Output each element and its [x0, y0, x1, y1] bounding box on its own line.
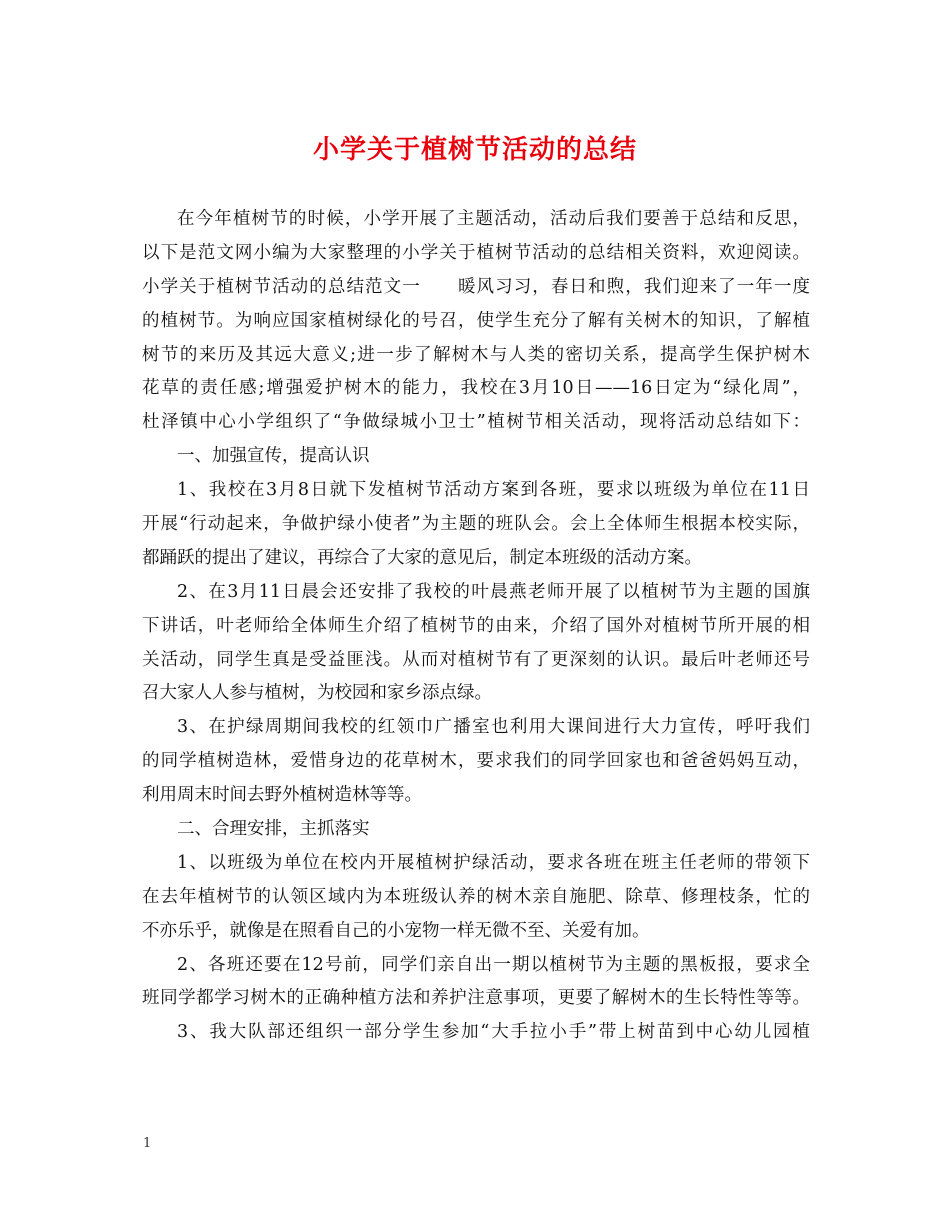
- body-line: 树节的来历及其远大意义;进一步了解树木与人类的密切关系，提高学生保护树木: [142, 344, 810, 365]
- section-heading: 二、合理安排，主抓落实: [177, 819, 370, 840]
- body-line: 下讲话，叶老师给全体师生介绍了植树节的由来，介绍了国外对植树节所开展的相: [142, 615, 810, 636]
- page-number: 1: [143, 1136, 152, 1151]
- body-line: 杜泽镇中心小学组织了“争做绿城小卫士”植树节相关活动，现将活动总结如下：: [142, 412, 810, 433]
- body-line: 召大家人人参与植树，为校园和家乡添点绿。: [142, 683, 492, 704]
- section-heading: 一、加强宣传，提高认识: [177, 446, 370, 467]
- body-line: 以下是范文网小编为大家整理的小学关于植树节活动的总结相关资料，欢迎阅读。: [142, 242, 810, 263]
- body-line: 都踊跃的提出了建议，再综合了大家的意见后，制定本班级的活动方案。: [142, 547, 702, 568]
- body-line: 3、我大队部还组织一部分学生参加“大手拉小手”带上树苗到中心幼儿园植: [177, 1022, 810, 1043]
- body-line: 利用周末时间去野外植树造林等等。: [142, 785, 422, 806]
- body-line: 在今年植树节的时候，小学开展了主题活动，活动后我们要善于总结和反思，: [177, 209, 810, 229]
- body-line: 3、在护绿周期间我校的红领巾广播室也利用大课间进行大力宣传，呼吁我们: [177, 717, 810, 738]
- body-line: 花草的责任感;增强爱护树木的能力，我校在3月10日——16日定为“绿化周”，: [142, 378, 810, 399]
- body-line: 的同学植树造林，爱惜身边的花草树木，要求我们的同学回家也和爸爸妈妈互动，: [142, 751, 810, 772]
- body-line: 班同学都学习树木的正确种植方法和养护注意事项，更要了解树木的生长特性等等。: [142, 988, 810, 1009]
- body-line: 2、在3月11日晨会还安排了我校的叶晨燕老师开展了以植树节为主题的国旗: [177, 581, 810, 602]
- document-body: [142, 203, 810, 1050]
- body-line: 不亦乐乎，就像是在照看自己的小宠物一样无微不至、关爱有加。: [142, 920, 650, 941]
- body-line: 关活动，同学生真是受益匪浅。从而对植树节有了更深刻的认识。最后叶老师还号: [142, 649, 810, 670]
- document-title: 小学关于植树节活动的总结: [312, 135, 637, 165]
- body-line: 1、以班级为单位在校内开展植树护绿活动，要求各班在班主任老师的带领下: [177, 852, 810, 873]
- body-line: 小学关于植树节活动的总结范文一 暖风习习，春日和煦，我们迎来了一年一度: [142, 276, 810, 297]
- body-line: 开展“行动起来，争做护绿小使者”为主题的班队会。会上全体师生根据本校实际，: [142, 514, 810, 535]
- body-line: 2、各班还要在12号前，同学们亲自出一期以植树节为主题的黑板报，要求全: [177, 954, 810, 975]
- body-line: 在去年植树节的认领区域内为本班级认养的树木亲自施肥、除草、修理枝条，忙的: [142, 886, 810, 907]
- body-line: 的植树节。为响应国家植树绿化的号召，使学生充分了解有关树木的知识，了解植: [142, 310, 810, 331]
- body-line: 1、我校在3月8日就下发植树节活动方案到各班，要求以班级为单位在11日: [177, 480, 810, 501]
